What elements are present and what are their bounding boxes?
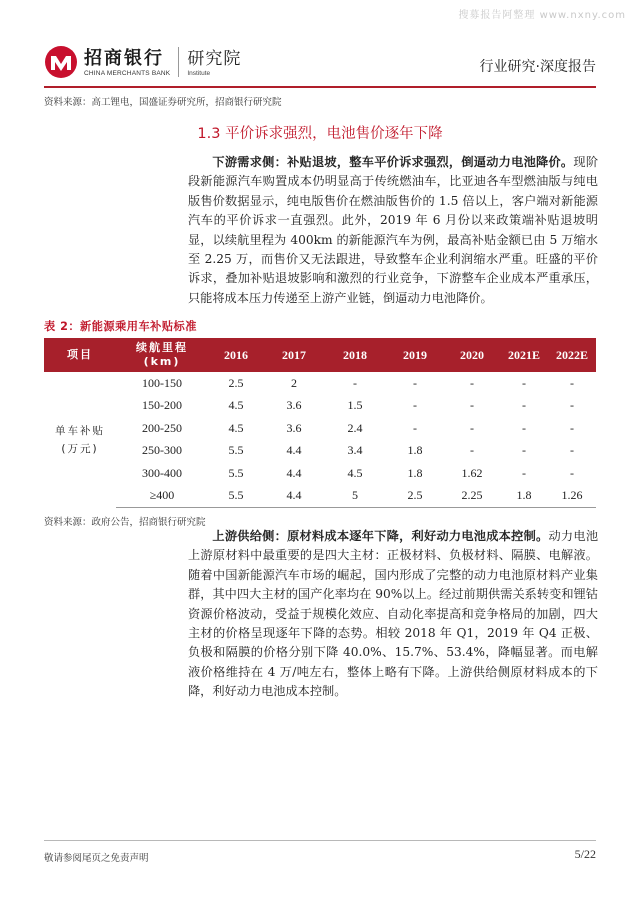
watermark: 搜募报告阿整理 www.nxny.com <box>458 10 626 21</box>
col-header-year: 2018 <box>343 347 367 362</box>
paragraph-body: 现阶段新能源汽车购置成本仍明显高于传统燃油车，比亚迪各车型燃油版与纯电版售价数据显示，纯电版售价在燃油版售价的 1.5 倍以上，客户端对新能源汽车的平价诉求一直强烈。此外，2019 年 6 月份以来政策端补贴退坡明显，以续航里程为 400km 的新能源汽车为例，最高补贴金额已由 5 万缩水至 2.25 万，而售价又无法跟进，导致整车企业利润缩水严重。旺盛的平价诉求，叠加补贴退坡影响和激烈的行业竞争，下游整车企业成本严重承压，只能将成本压力传递至上游产业链，倒逼动力电池降价。 <box>188 155 599 305</box>
cell-value: 2 <box>291 375 297 390</box>
cell-value: 4.4 <box>286 465 302 480</box>
cell-range: ≥400 <box>116 485 208 508</box>
cell-value: 3.6 <box>286 398 302 413</box>
cell-value: - <box>522 398 526 413</box>
cell-value: 1.5 <box>347 398 363 413</box>
brand-name: 招商银行 <box>84 47 164 69</box>
cell-value: - <box>470 420 474 435</box>
cell-value: - <box>413 375 417 390</box>
cell-value: - <box>570 443 574 458</box>
cell-value: 2.25 <box>444 485 500 508</box>
footer-rule <box>44 840 596 841</box>
page-number: 5/22 <box>574 847 596 861</box>
cell-value: 1.8 <box>500 485 548 508</box>
col-header-year: 2019 <box>403 347 427 362</box>
source-note: 资料来源：高工锂电，国盛证券研究所，招商银行研究院 <box>44 97 282 108</box>
cell-value: 1.8 <box>407 443 423 458</box>
page-header <box>44 42 596 82</box>
cell-value: 5.5 <box>228 465 244 480</box>
paragraph-supply <box>188 527 598 702</box>
cell-value: - <box>413 420 417 435</box>
cell-value: 1.26 <box>548 485 596 508</box>
paragraph-lead: 上游供给侧：原材料成本逐年下降，利好动力电池成本控制。 <box>212 529 549 543</box>
table-row <box>44 485 596 508</box>
cell-value: 2.4 <box>347 420 363 435</box>
cell-value: 3.4 <box>347 443 363 458</box>
cell-value: - <box>470 443 474 458</box>
cell-value: 5.5 <box>208 485 264 508</box>
row-group-label: 单车补贴 (万元) <box>55 424 105 455</box>
cell-value: 2.5 <box>386 485 444 508</box>
paragraph-demand <box>188 153 598 308</box>
cell-range: 300-400 <box>142 465 182 480</box>
cell-range: 150-200 <box>142 398 182 413</box>
cell-value: 5.5 <box>228 443 244 458</box>
cell-value: - <box>470 375 474 390</box>
table-row <box>44 417 596 440</box>
cell-value: 4.5 <box>228 398 244 413</box>
col-header-year: 2017 <box>282 347 306 362</box>
cell-value: - <box>522 465 526 480</box>
section-title: 1.3 平价诉求强烈，电池售价逐年下降 <box>197 126 443 142</box>
table-caption: 表 2：新能源乘用车补贴标准 <box>44 320 197 333</box>
table-header-row <box>44 338 596 372</box>
cell-value: 2.5 <box>228 375 244 390</box>
cell-value: 4.5 <box>228 420 244 435</box>
cell-value: 1.8 <box>407 465 423 480</box>
cell-value: - <box>570 420 574 435</box>
report-type: 行业研究·深度报告 <box>479 59 596 75</box>
table-row <box>44 372 596 395</box>
cell-value: 4.4 <box>286 443 302 458</box>
cell-value: 3.6 <box>286 420 302 435</box>
cell-value: - <box>470 398 474 413</box>
cell-value: - <box>413 398 417 413</box>
cell-value: - <box>570 375 574 390</box>
paragraph-body: 动力电池上游原材料中最重要的是四大主材：正极材料、负极材料、隔膜、电解液。随着中国新能源汽车市场的崛起，国内形成了完整的动力电池原材料产业集群，其中四大主材的国产化率均在 90%以上。经过前期供需关系转变和锂钴资源价格波动，受益于规模化效应、自动化率提高和竞争格局的加剧，四大主材的价格呈现逐年下降的态势。相较 2018 年 Q1，2019 年 Q4 正极、负极和隔膜的价格分别下降 40.0%、15.7%、53.4%，降幅显著。而电解液价格维持在 4 万/吨左右，整体上略有下降。上游供给侧原材料成本的下降，利好动力电池成本控制。 <box>188 529 599 699</box>
cell-value: - <box>353 375 357 390</box>
footer-disclaimer[interactable]: 敬请参阅尾页之免责声明 <box>44 853 149 864</box>
institute-name-en: Institute <box>187 69 211 77</box>
brand-name-en: CHINA MERCHANTS BANK <box>84 69 171 77</box>
col-header-year: 2020 <box>460 347 484 362</box>
cell-value: 4.4 <box>264 485 324 508</box>
logo-divider <box>178 47 179 77</box>
cell-value: 5 <box>324 485 386 508</box>
paragraph-lead: 下游需求侧：补贴退坡，整车平价诉求强烈，倒逼动力电池降价。 <box>212 155 574 169</box>
table-row <box>44 395 596 418</box>
table-row <box>44 440 596 463</box>
col-header-range: 续航里程 (km) <box>136 341 188 368</box>
brand-logo <box>44 42 241 82</box>
cell-value: - <box>522 375 526 390</box>
cmb-logo-icon <box>44 45 78 79</box>
source-note: 资料来源：政府公告，招商银行研究院 <box>44 517 206 528</box>
col-header-year: 2016 <box>224 347 248 362</box>
subsidy-table <box>44 338 596 508</box>
cell-range: 100-150 <box>142 375 182 390</box>
cell-value: 4.5 <box>347 465 363 480</box>
cell-value: - <box>570 465 574 480</box>
cell-value: - <box>522 420 526 435</box>
cell-value: - <box>570 398 574 413</box>
cell-range: 250-300 <box>142 443 182 458</box>
header-rule <box>44 86 596 88</box>
cell-value: 1.62 <box>461 465 483 480</box>
col-header-item: 项目 <box>67 348 93 361</box>
col-header-year: 2022E <box>555 347 588 362</box>
institute-name: 研究院 <box>187 48 242 69</box>
table-row <box>44 462 596 485</box>
cell-range: 200-250 <box>142 420 182 435</box>
col-header-year: 2021E <box>507 347 540 362</box>
cell-value: - <box>522 443 526 458</box>
